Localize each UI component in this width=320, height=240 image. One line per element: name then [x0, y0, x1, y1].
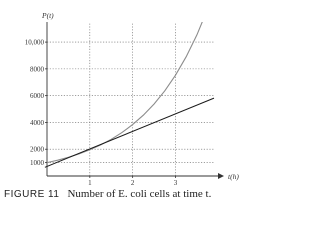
y-tick-label: 6000	[30, 92, 44, 101]
x-ticks	[88, 176, 178, 185]
series-group	[45, 9, 214, 167]
tangent-line	[45, 98, 214, 167]
y-axis-label: P(t)	[42, 11, 54, 20]
x-tick-label: 2	[130, 179, 135, 185]
y-tick-label: 4000	[30, 118, 44, 127]
figure-number: FIGURE 11	[4, 189, 60, 200]
grid	[47, 22, 214, 176]
x-tick-label: 3	[173, 179, 178, 185]
y-tick-label: 2000	[30, 145, 44, 154]
y-ticks	[25, 39, 47, 168]
x-tick-label: 1	[88, 179, 92, 185]
x-axis-label: t(h)	[228, 172, 239, 181]
figure-caption	[4, 188, 262, 200]
x-axis-arrow	[218, 173, 224, 179]
growth-curve	[47, 9, 208, 163]
y-tick-label: 10,000	[24, 38, 44, 47]
y-tick-label: 8000	[30, 65, 44, 74]
caption-text: Number of E. coli cells at time t.	[67, 188, 212, 200]
y-tick-label: 1000	[30, 159, 44, 168]
